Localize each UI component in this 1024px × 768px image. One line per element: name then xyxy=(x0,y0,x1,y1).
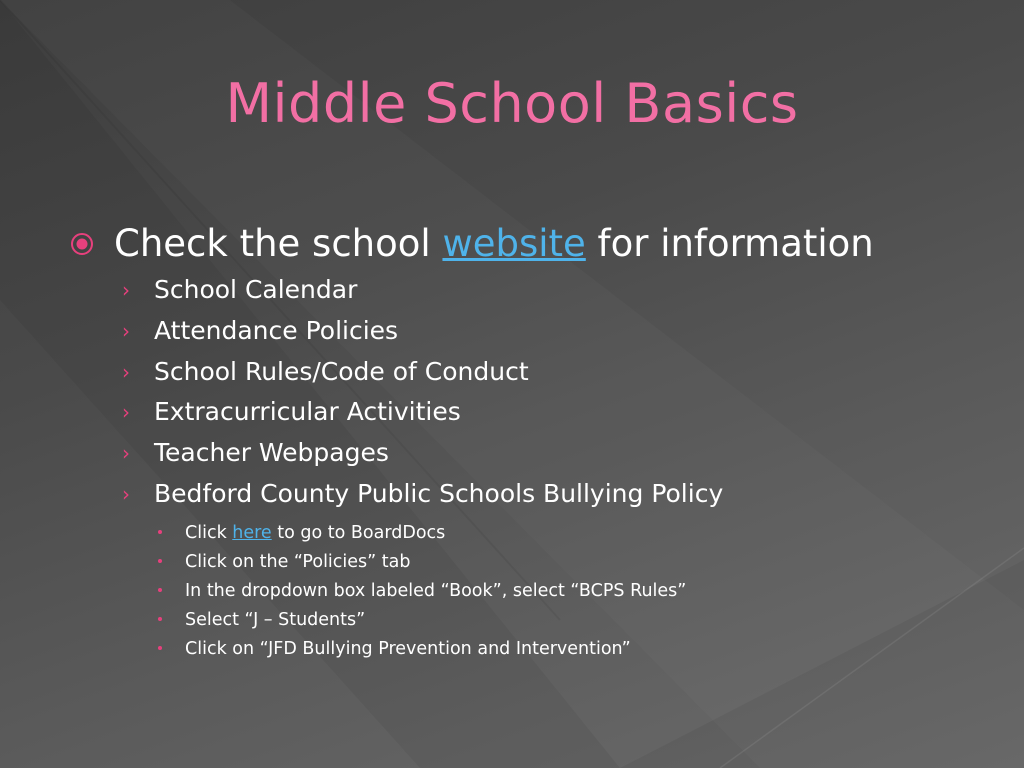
chevron-right-icon: › xyxy=(122,278,130,302)
nested-list-item xyxy=(70,635,984,664)
chevron-right-icon: › xyxy=(122,359,130,384)
nested-list-item xyxy=(70,519,984,548)
main-bullet-suffix: for information xyxy=(585,222,874,265)
click-here-suffix: to go to BoardDocs xyxy=(271,522,446,543)
chevron-right-icon: › xyxy=(122,441,130,466)
dot-bullet-icon xyxy=(158,617,162,621)
nested-list-item-label: In the dropdown box labeled “Book”, select “BCPS Rules” xyxy=(185,580,687,601)
list-item xyxy=(70,270,984,311)
list-item-label: Bedford County Public Schools Bullying Policy xyxy=(154,478,724,508)
list-item xyxy=(70,352,984,393)
list-item xyxy=(70,474,984,515)
dot-bullet-icon xyxy=(158,646,162,650)
list-item xyxy=(70,433,984,474)
list-item-label: School Calendar xyxy=(154,275,358,304)
dot-bullet-icon xyxy=(158,588,162,592)
website-link[interactable]: website xyxy=(442,222,586,265)
main-bullet xyxy=(70,218,984,270)
list-item xyxy=(70,392,984,433)
dot-bullet-icon xyxy=(158,530,162,534)
slide-content xyxy=(70,218,984,664)
list-item-label: Teacher Webpages xyxy=(154,438,389,468)
nested-list-item-label: Select “J – Students” xyxy=(185,609,366,630)
click-here-prefix: Click xyxy=(185,522,233,543)
chevron-right-icon: › xyxy=(122,481,130,506)
list-item-label: Attendance Policies xyxy=(154,315,399,345)
bullying-policy-steps xyxy=(70,519,984,664)
here-link[interactable]: here xyxy=(232,522,272,543)
nested-list-item xyxy=(70,577,984,606)
chevron-right-icon: › xyxy=(122,400,130,425)
nested-list-item xyxy=(70,606,984,635)
target-bullet-icon xyxy=(70,232,114,256)
main-bullet-prefix: Check the school xyxy=(114,222,443,265)
nested-list-item-label: Click on “JFD Bullying Prevention and Intervention” xyxy=(185,638,631,659)
chevron-right-icon: › xyxy=(122,318,130,343)
list-item xyxy=(70,311,984,352)
list-item-label: School Rules/Code of Conduct xyxy=(154,356,529,386)
dot-bullet-icon xyxy=(158,559,162,563)
list-item-label: Extracurricular Activities xyxy=(154,397,461,427)
nested-list-item xyxy=(70,548,984,577)
slide-title: Middle School Basics xyxy=(225,72,799,135)
nested-list-item-label: Click on the “Policies” tab xyxy=(185,551,411,572)
